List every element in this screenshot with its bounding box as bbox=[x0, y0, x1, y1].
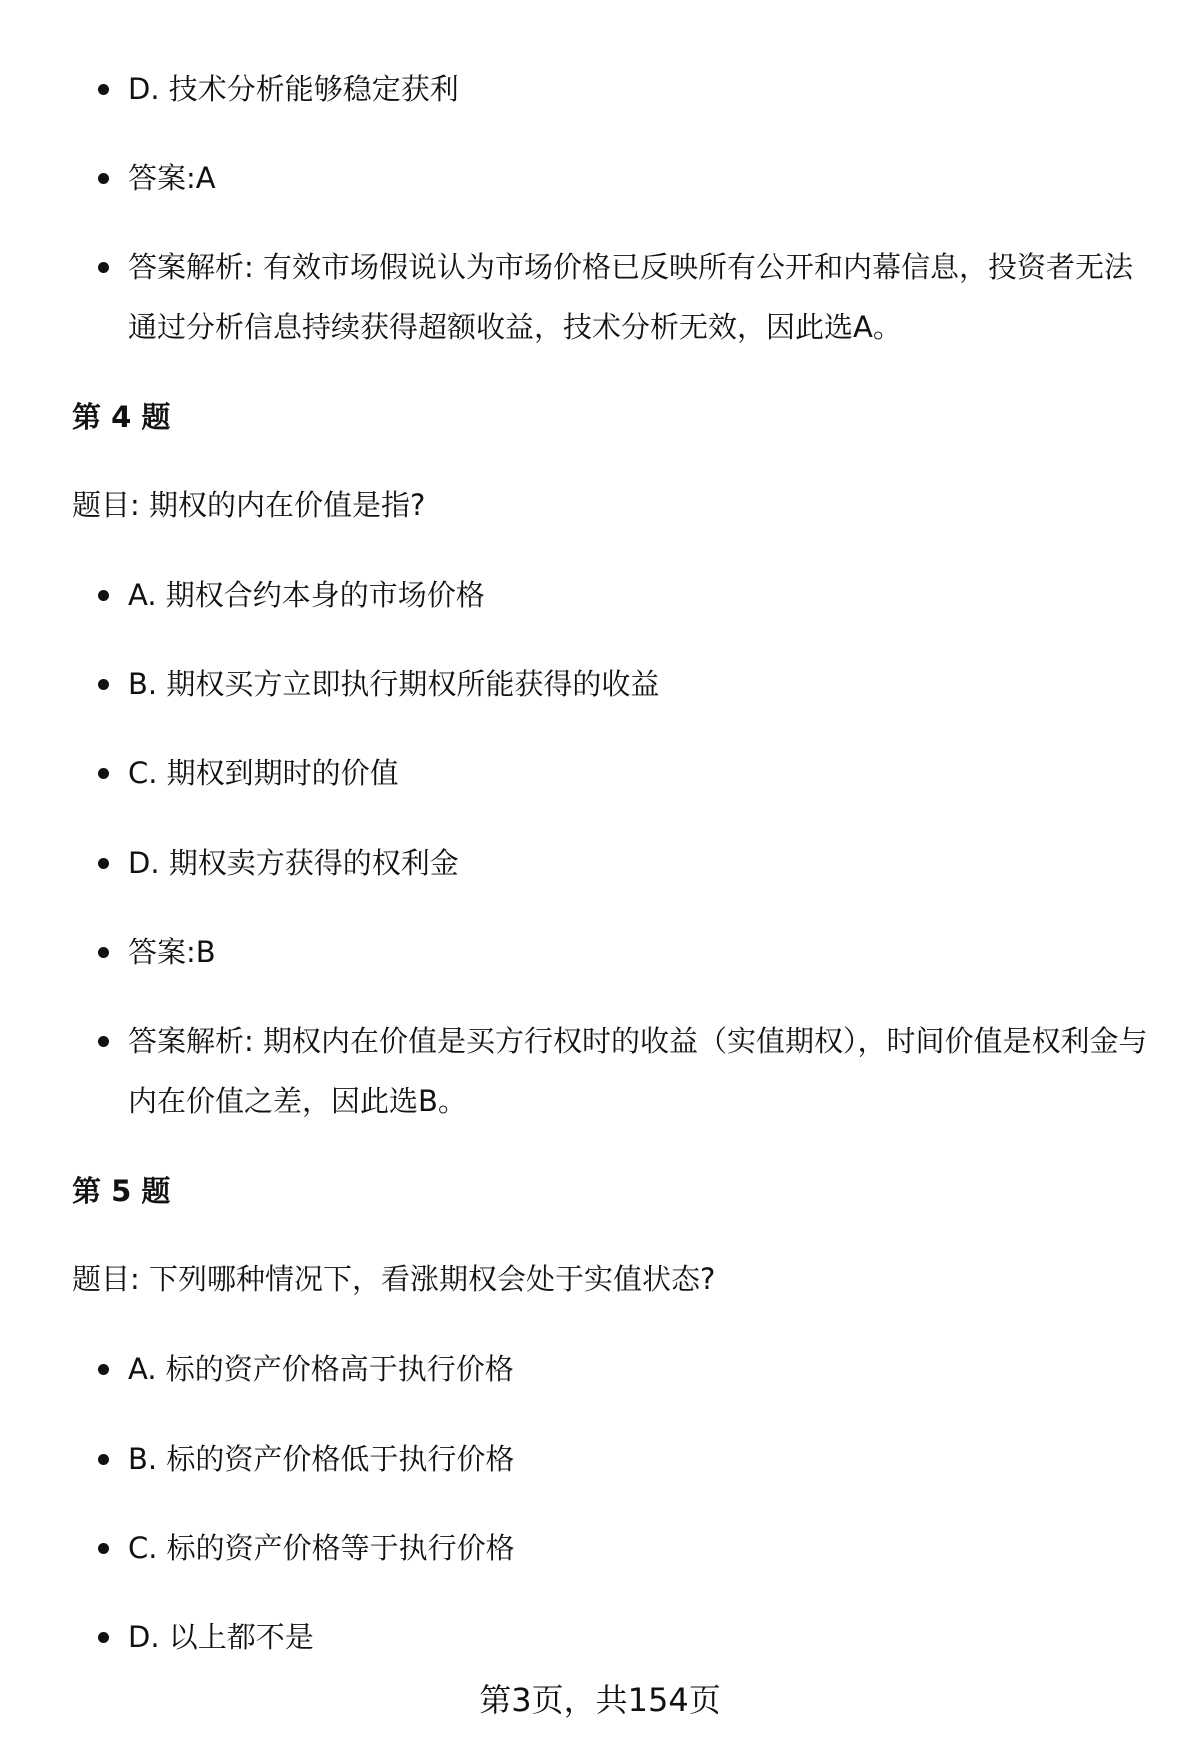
option-text: C. 期权到期时的价值 bbox=[128, 756, 399, 790]
list-item bbox=[98, 1518, 1158, 1578]
answer-text: 答案:A bbox=[128, 161, 216, 195]
bullet-icon bbox=[98, 1036, 109, 1047]
explanation-text: 答案解析: 有效市场假说认为市场价格已反映所有公开和内幕信息，投资者无法通过分析信息持续获得超额收益，技术分析无效，因此选A。 bbox=[128, 250, 1133, 344]
bullet-icon bbox=[98, 84, 109, 95]
page-number: 第3页，共154页 bbox=[479, 1681, 721, 1719]
option-text: D. 期权卖方获得的权利金 bbox=[128, 846, 459, 880]
question-text: 题目: 期权的内在价值是指? bbox=[72, 488, 426, 522]
list-item bbox=[98, 743, 1158, 803]
option-text: A. 期权合约本身的市场价格 bbox=[128, 578, 485, 612]
list-item bbox=[98, 922, 1158, 982]
option-text: D. 以上都不是 bbox=[128, 1620, 314, 1654]
list-item bbox=[98, 148, 1158, 208]
option-text: D. 技术分析能够稳定获利 bbox=[128, 72, 459, 106]
answer-text: 答案:B bbox=[128, 935, 216, 969]
list-item bbox=[98, 654, 1158, 714]
explanation-text: 答案解析: 期权内在价值是买方行权时的收益（实值期权），时间价值是权利金与内在价值之差，因此选B。 bbox=[128, 1024, 1148, 1118]
list-item bbox=[98, 1429, 1158, 1489]
bullet-icon bbox=[98, 947, 109, 958]
list-item bbox=[98, 237, 1158, 357]
bullet-icon bbox=[98, 1543, 109, 1554]
bullet-icon bbox=[98, 173, 109, 184]
option-text: C. 标的资产价格等于执行价格 bbox=[128, 1531, 515, 1565]
list-item bbox=[98, 1339, 1158, 1399]
bullet-icon bbox=[98, 679, 109, 690]
list-item bbox=[98, 833, 1158, 893]
bullet-icon bbox=[98, 1364, 109, 1375]
option-text: A. 标的资产价格高于执行价格 bbox=[128, 1352, 514, 1386]
list-item bbox=[98, 59, 1158, 119]
list-item bbox=[98, 1607, 1158, 1667]
bullet-icon bbox=[98, 262, 109, 273]
bullet-icon bbox=[98, 1632, 109, 1643]
question-heading: 第 4 题 bbox=[72, 400, 171, 434]
bullet-icon bbox=[98, 1454, 109, 1465]
bullet-icon bbox=[98, 858, 109, 869]
list-item bbox=[98, 1011, 1158, 1131]
bullet-icon bbox=[98, 768, 109, 779]
question-text: 题目: 下列哪种情况下，看涨期权会处于实值状态? bbox=[72, 1262, 716, 1296]
question-heading: 第 5 题 bbox=[72, 1174, 171, 1208]
list-item bbox=[98, 565, 1158, 625]
bullet-icon bbox=[98, 590, 109, 601]
option-text: B. 期权买方立即执行期权所能获得的收益 bbox=[128, 667, 660, 701]
option-text: B. 标的资产价格低于执行价格 bbox=[128, 1442, 515, 1476]
